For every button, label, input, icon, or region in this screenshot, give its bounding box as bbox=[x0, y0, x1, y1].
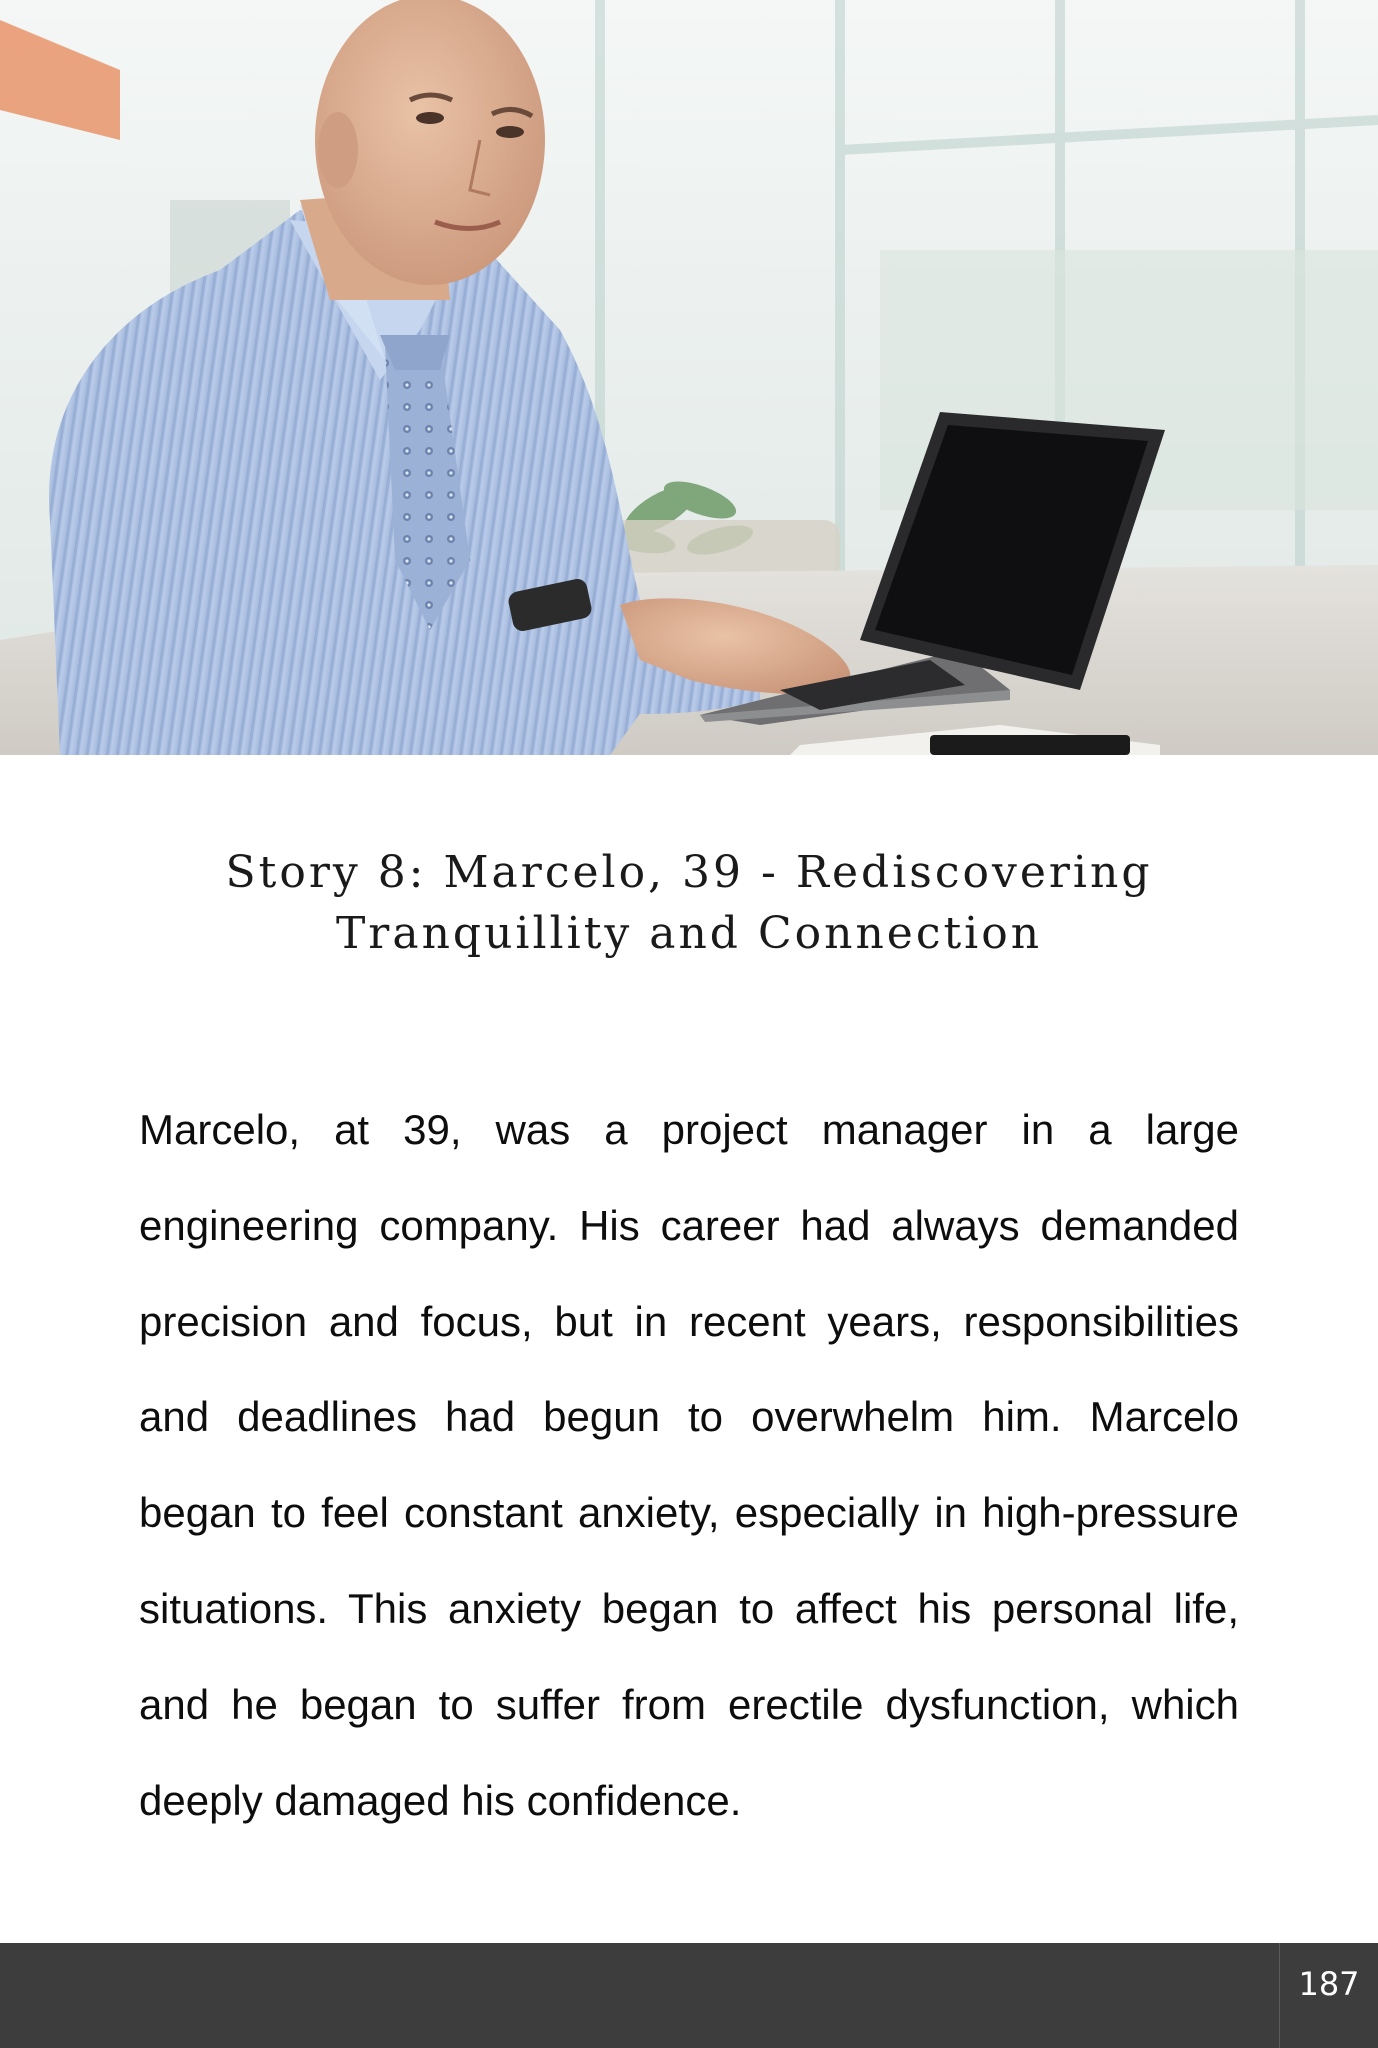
story-title bbox=[0, 842, 1378, 964]
story-title-line-1: Story 8: Marcelo, 39 - Rediscovering bbox=[225, 847, 1153, 898]
hero-photo bbox=[0, 0, 1378, 755]
footer-bar bbox=[0, 1943, 1378, 2048]
story-body-paragraph: Marcelo, at 39, was a project manager in a large engineering company. His career had always demanded precision and focus, but in recent years, responsibilities and deadlines had begun to overwhelm him. Marcelo began to feel constant anxiety, especially in high-pressure situations. This anxiety began to affect his personal life, and he began to suffer from erectile dysfunction, which deeply damaged his confidence. bbox=[139, 1106, 1239, 1824]
office-man-laptop-illustration bbox=[0, 0, 1378, 755]
story-title-line-2: Tranquillity and Connection bbox=[335, 908, 1043, 959]
page-number: 187 bbox=[1279, 1943, 1378, 2048]
